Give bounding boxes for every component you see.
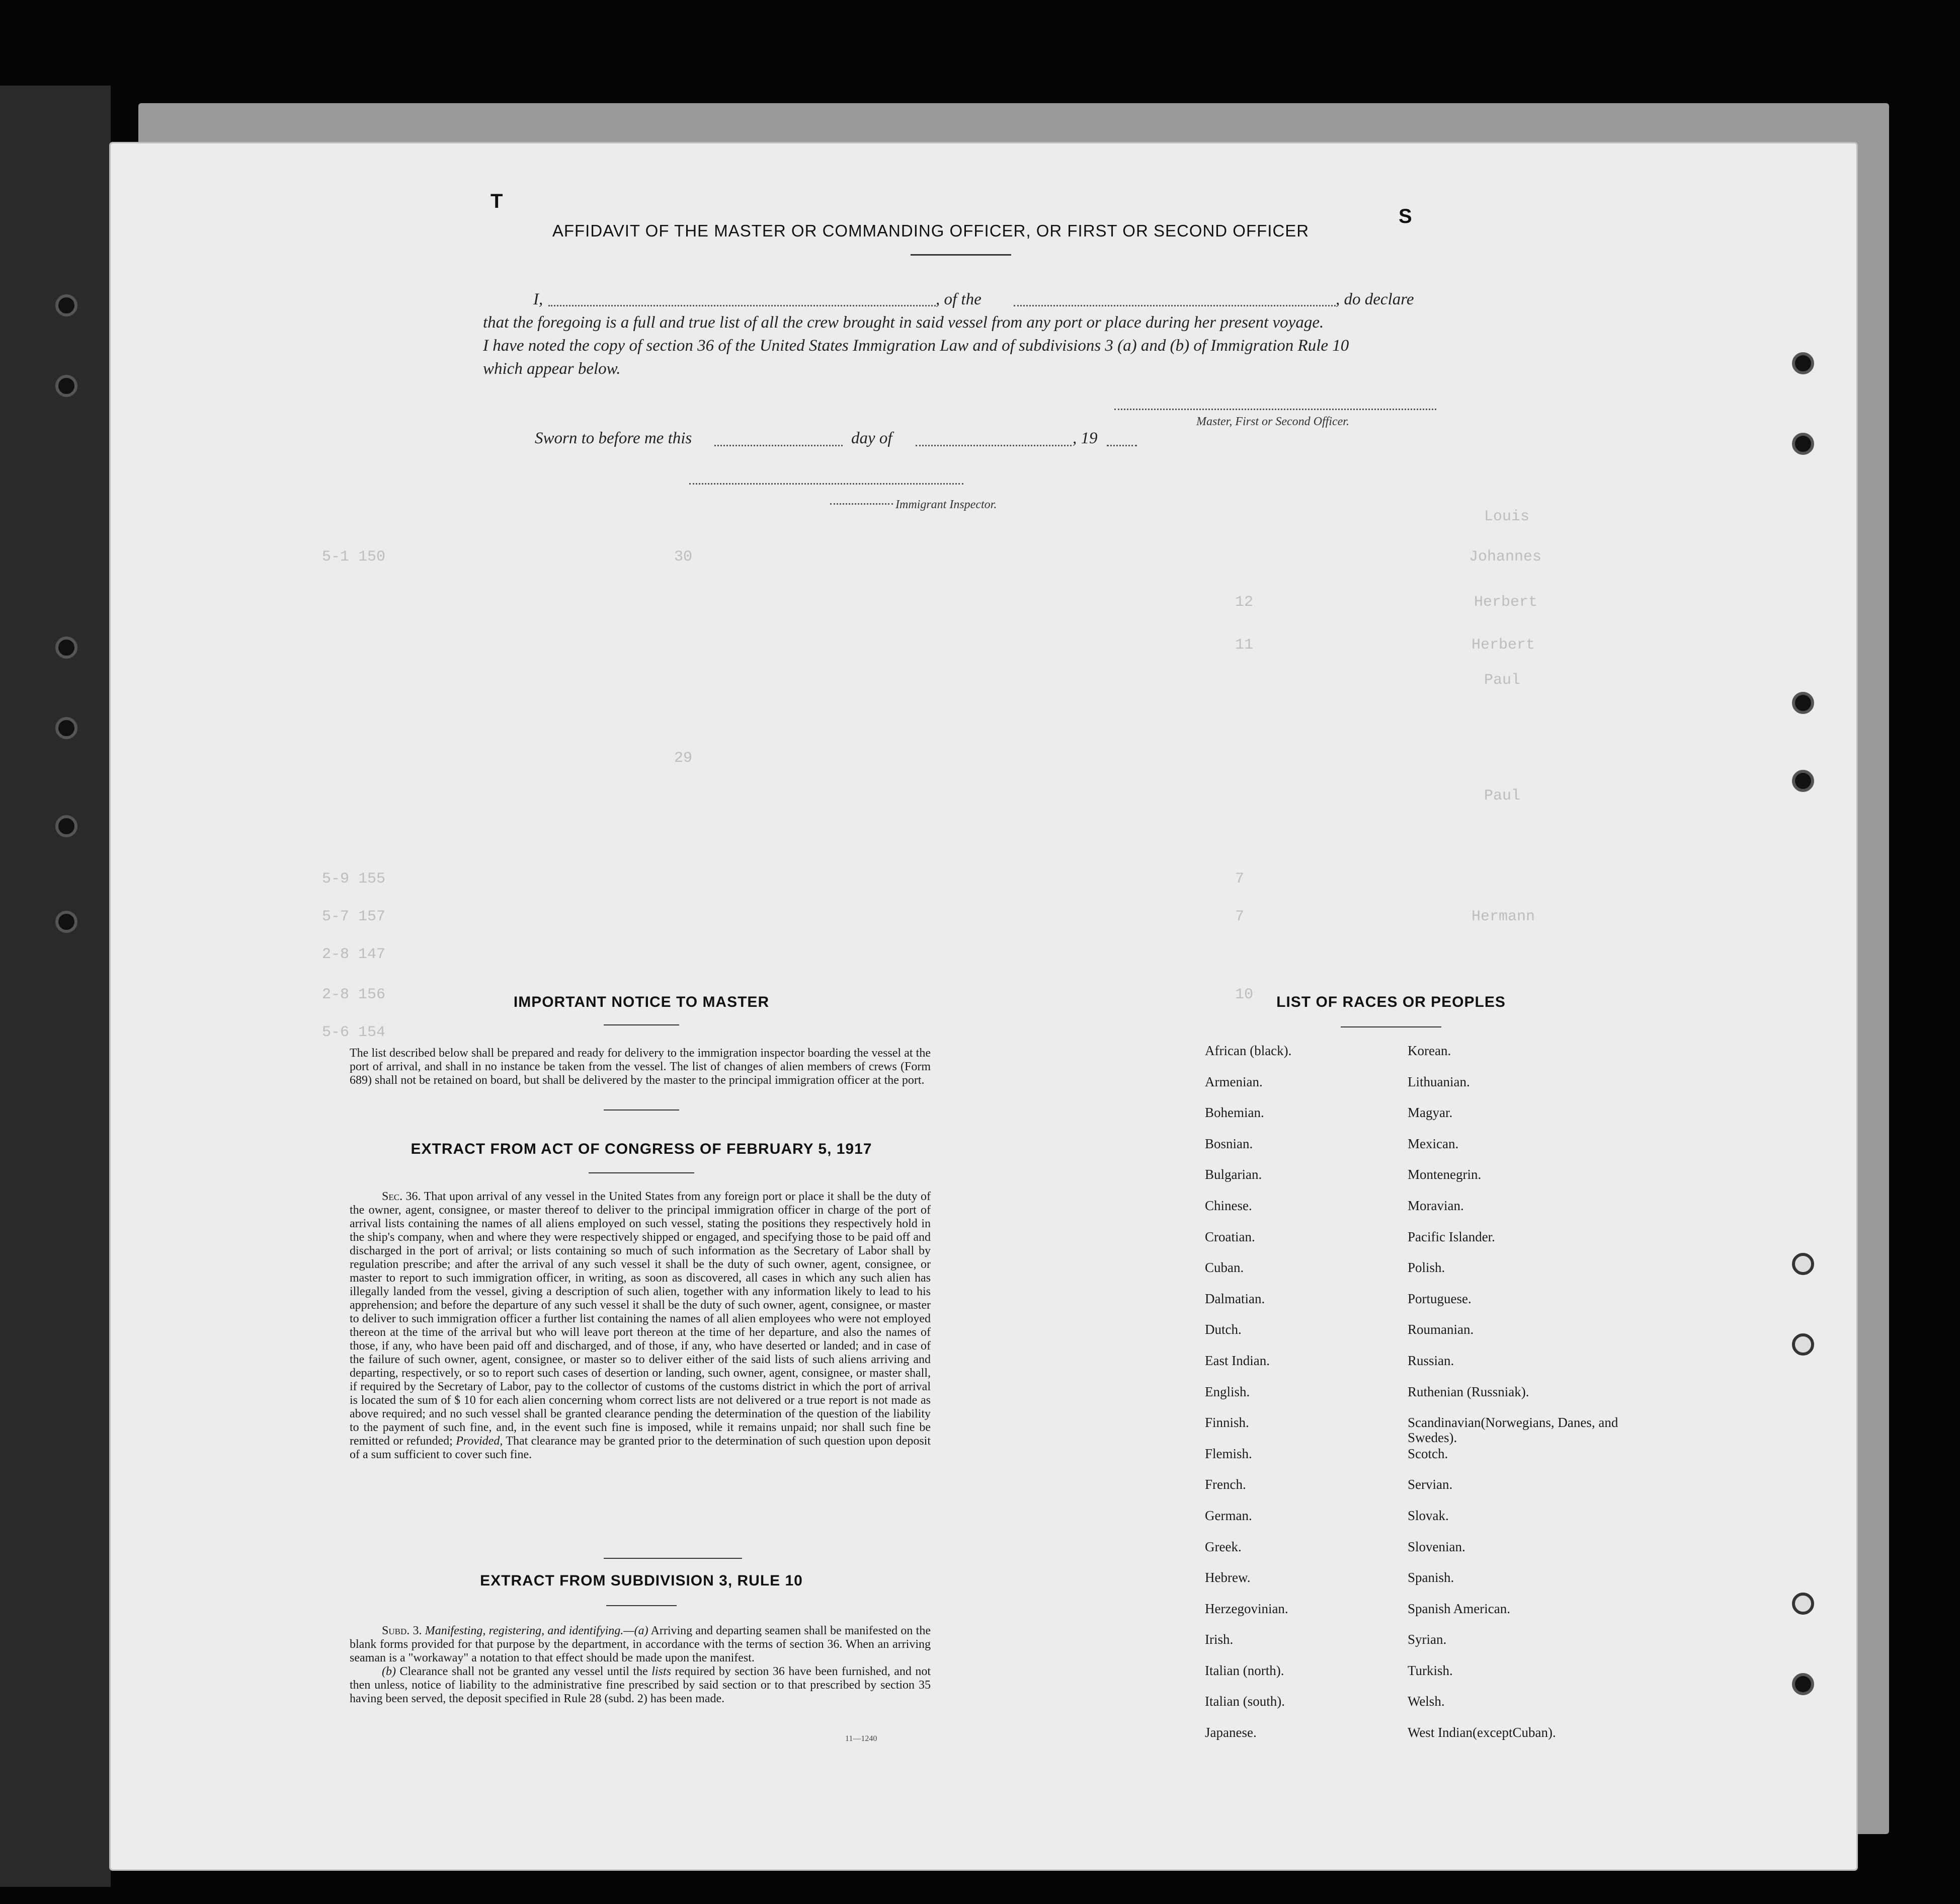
race-item: Bulgarian. <box>1205 1167 1262 1182</box>
bleed-through-text: 2-8 156 <box>322 986 386 1003</box>
subd-b-label: (b) <box>382 1665 396 1678</box>
race-item: Japanese. <box>1205 1725 1257 1740</box>
provided-word: Provided, <box>456 1435 503 1448</box>
bleed-through-text: 10 <box>1235 986 1254 1003</box>
race-item: Dutch. <box>1205 1322 1242 1337</box>
bleed-through-text: 5-7 157 <box>322 908 386 925</box>
day-of-label: day of <box>851 429 892 447</box>
race-item: Spanish. <box>1408 1570 1454 1585</box>
race-item: West Indian(exceptCuban). <box>1408 1725 1556 1740</box>
section-label: Sec. 36. <box>382 1190 421 1203</box>
race-item: Hebrew. <box>1205 1570 1251 1585</box>
race-item: Polish. <box>1408 1260 1445 1276</box>
race-item: Bosnian. <box>1205 1136 1253 1151</box>
notice-heading: IMPORTANT NOTICE TO MASTER <box>513 994 770 1010</box>
races-underline <box>1341 1026 1441 1027</box>
race-item: Roumanian. <box>1408 1322 1474 1337</box>
corner-mark-right: S <box>1399 205 1412 227</box>
binder-hole <box>55 815 77 837</box>
punch-hole <box>1792 352 1814 374</box>
race-item: Ruthenian (Russniak). <box>1408 1384 1529 1399</box>
subd-text-b1: Clearance shall not be granted any vessel until the <box>399 1665 648 1678</box>
race-item: Scotch. <box>1408 1446 1448 1461</box>
section-body: That upon arrival of any vessel in the United States from any foreign port or place it shall be the duty of the owner, agent, consignee, or master thereof to deliver to the principal immigration officer in charge of the port of arrival lists containing the names of all aliens employed on such vessel, stating the positions they respectively hold in the ship's company, when and where they were respectively shipped or engaged, and specifying those to be paid off and discharged in the port of arrival; or lists containing so much of such information as the Secretary of Labor shall by regulation prescribe; and after the arrival of any such vessel it shall be the duty of such owner, agent, consignee, or master to report to such immigration officer, in writing, as soon as discovered, all cases in which any such alien has illegally landed from the vessel, giving a description of such alien, together with any information likely to lead to his apprehension; and before the departure of any such vessel it shall be the duty of such owner, agent, consignee, or master to deliver to such immigration officer a further list containing the names of all alien employees who were not employed thereon at the time of the arrival but who will leave port thereon at the time of her departure, and also the names of those, if any, who have been paid off and discharged, and of those, if any, who have deserted or landed; and in case of the failure of such owner, agent, consignee, or master so to deliver either of the said lists of such aliens arriving and departing, respectively, or so to report such cases of desertion or landing, such owner, agent, consignee, or master shall, if required by the Secretary of Labor, pay to the collector of customs of the customs district in which the port of arrival is located the sum of $ 10 for each alien concerning whom correct lists are not delivered or a true report is not made as above required; and no such vessel shall be granted clearance pending the determination of the question of the liability to the payment of such fine, and, in the event such fine is imposed, while it remains unpaid; nor shall such fine be remitted or refunded; <box>350 1190 931 1448</box>
affidavit-line: which appear below. <box>483 360 621 378</box>
race-item: Slovak. <box>1408 1508 1449 1523</box>
race-item: Welsh. <box>1408 1694 1445 1709</box>
race-item: Magyar. <box>1408 1105 1453 1121</box>
race-item: Turkish. <box>1408 1662 1453 1678</box>
bleed-through-text: Paul <box>1484 787 1521 805</box>
notice-underline <box>604 1024 679 1025</box>
race-item: English. <box>1205 1384 1250 1399</box>
race-item: Cuban. <box>1205 1260 1244 1276</box>
subd-title: Manifesting, registering, and identifying.—(a) <box>425 1624 648 1637</box>
race-item: Flemish. <box>1205 1446 1252 1461</box>
punch-hole <box>1792 1253 1814 1275</box>
sworn-label: Sworn to before me this <box>535 429 692 447</box>
bleed-through-text: 29 <box>674 750 693 767</box>
notice-text: The list described below shall be prepared and ready for delivery to the immigration inspector boarding the vessel at the port of arrival, and shall in no instance be taken from the vessel. The list of changes of alien members of crews (Form 689) shall not be retained on board, but shall be delivered by the master to the principal immigration officer at the port. <box>350 1047 931 1087</box>
vessel-blank[interactable] <box>1014 305 1336 306</box>
divider <box>604 1558 742 1559</box>
section-end: That clearance may be granted prior to the determination of such question upon deposit of a sum sufficient to cover such fine. <box>350 1435 931 1461</box>
subd-text-a: Arriving and departing seamen shall be manifested on the blank forms provided for that purpose by the department, in accordance with the terms of section 36. When an arriving seaman is a "workaway" a notation to that effect should be made upon the manifest. <box>350 1624 931 1664</box>
sworn-day-blank[interactable] <box>714 445 843 446</box>
race-item: Servian. <box>1408 1477 1453 1492</box>
affidavit-line: I have noted the copy of section 36 of the United States Immigration Law and of subdivisions 3 (a) and (b) of Immigration Rule 10 <box>483 337 1349 355</box>
title-underline <box>911 254 1011 256</box>
race-item: Korean. <box>1408 1043 1451 1058</box>
year-blank[interactable] <box>1107 445 1137 446</box>
race-item: Irish. <box>1205 1632 1234 1647</box>
master-signature-blank[interactable] <box>1114 409 1436 410</box>
race-item: Bohemian. <box>1205 1105 1264 1121</box>
binder-hole <box>55 294 77 316</box>
affidavit-title: AFFIDAVIT OF THE MASTER OR COMMANDING OFFICER, OR FIRST OR SECOND OFFICER <box>552 221 1310 240</box>
races-list-right <box>1408 1043 1619 1756</box>
bleed-through-text: 12 <box>1235 594 1254 611</box>
races-list-left <box>1205 1043 1396 1756</box>
month-blank[interactable] <box>916 445 1072 446</box>
subd-label: Subd. 3. <box>382 1624 422 1637</box>
binder-background <box>0 86 111 1887</box>
race-item: Russian. <box>1408 1353 1454 1368</box>
bleed-through-text: 5-1 150 <box>322 548 386 566</box>
affidavit-i: I, <box>533 290 543 308</box>
bleed-through-text: Hermann <box>1472 908 1535 925</box>
divider <box>604 1109 679 1110</box>
race-item: Dalmatian. <box>1205 1291 1265 1306</box>
race-item: Greek. <box>1205 1539 1242 1554</box>
act-underline <box>589 1172 694 1173</box>
bleed-through-text: 5-6 154 <box>322 1024 386 1041</box>
bleed-through-text: Herbert <box>1472 637 1535 654</box>
race-item: French. <box>1205 1477 1246 1492</box>
inspector-dots <box>830 503 893 505</box>
corner-mark-left: T <box>491 190 503 212</box>
bleed-through-text: Paul <box>1484 672 1521 689</box>
year-label: , 19 <box>1073 429 1098 447</box>
bleed-through-text: 5-9 155 <box>322 870 386 888</box>
binder-hole <box>55 717 77 739</box>
race-item: East Indian. <box>1205 1353 1270 1368</box>
binder-hole <box>55 637 77 659</box>
race-item: Syrian. <box>1408 1632 1447 1647</box>
race-item: Italian (south). <box>1205 1694 1285 1709</box>
rule-text <box>350 1624 931 1706</box>
race-item: Pacific Islander. <box>1408 1229 1495 1244</box>
race-item: German. <box>1205 1508 1252 1523</box>
races-heading: LIST OF RACES OR PEOPLES <box>1276 994 1506 1010</box>
rule-underline <box>606 1605 677 1606</box>
bleed-through-text: Louis <box>1484 508 1530 525</box>
binder-hole <box>55 911 77 933</box>
race-item: Moravian. <box>1408 1198 1464 1213</box>
punch-hole <box>1792 433 1814 455</box>
race-item: Spanish American. <box>1408 1601 1510 1616</box>
race-item: Mexican. <box>1408 1136 1459 1151</box>
race-item: Chinese. <box>1205 1198 1252 1213</box>
master-caption: Master, First or Second Officer. <box>1196 415 1349 428</box>
affidavit-do-declare: , do declare <box>1336 290 1414 308</box>
punch-hole <box>1792 1593 1814 1615</box>
name-blank[interactable] <box>548 305 936 306</box>
race-item: Montenegrin. <box>1408 1167 1482 1182</box>
race-item: Lithuanian. <box>1408 1074 1470 1089</box>
punch-hole <box>1792 1333 1814 1356</box>
race-item: Scandinavian(Norwegians, Danes, and Swedes). <box>1408 1415 1618 1446</box>
form-number: 11—1240 <box>845 1734 877 1743</box>
bleed-through-text: 7 <box>1235 870 1245 888</box>
bleed-through-text: 7 <box>1235 908 1245 925</box>
bleed-through-text: Johannes <box>1469 548 1542 566</box>
race-item: Slovenian. <box>1408 1539 1465 1554</box>
binder-hole <box>55 375 77 397</box>
lists-word: lists <box>651 1665 671 1678</box>
punch-hole <box>1792 1673 1814 1695</box>
act-heading: EXTRACT FROM ACT OF CONGRESS OF FEBRUARY 5, 1917 <box>411 1141 872 1157</box>
affidavit-of-the: , of the <box>936 290 982 308</box>
race-item: Italian (north). <box>1205 1662 1284 1678</box>
bleed-through-text: Herbert <box>1474 594 1538 611</box>
race-item: African (black). <box>1205 1043 1292 1058</box>
inspector-caption: Immigrant Inspector. <box>895 498 997 511</box>
act-text <box>350 1190 931 1462</box>
bleed-through-text: 2-8 147 <box>322 946 386 963</box>
race-item: Portuguese. <box>1408 1291 1472 1306</box>
affidavit-body <box>483 288 1439 380</box>
bleed-through-text: 30 <box>674 548 693 566</box>
race-item: Herzegovinian. <box>1205 1601 1288 1616</box>
punch-hole <box>1792 692 1814 714</box>
subd-text-b2: required by section 36 have been furnished, and not then unless, notice of liability to the administrative fine prescribed by said section or to that prescribed by section 35 having been served, the deposit specified in Rule 28 (subd. 2) has been made. <box>350 1665 931 1705</box>
race-item: Finnish. <box>1205 1415 1249 1431</box>
inspector-signature-blank[interactable] <box>689 483 963 485</box>
bleed-through-text: 11 <box>1235 637 1254 654</box>
affidavit-line: that the foregoing is a full and true list of all the crew brought in said vessel from any port or place during her present voyage. <box>483 313 1324 332</box>
rule-heading: EXTRACT FROM SUBDIVISION 3, RULE 10 <box>480 1572 803 1589</box>
punch-hole <box>1792 770 1814 792</box>
race-item: Armenian. <box>1205 1074 1263 1089</box>
race-item: Croatian. <box>1205 1229 1255 1244</box>
